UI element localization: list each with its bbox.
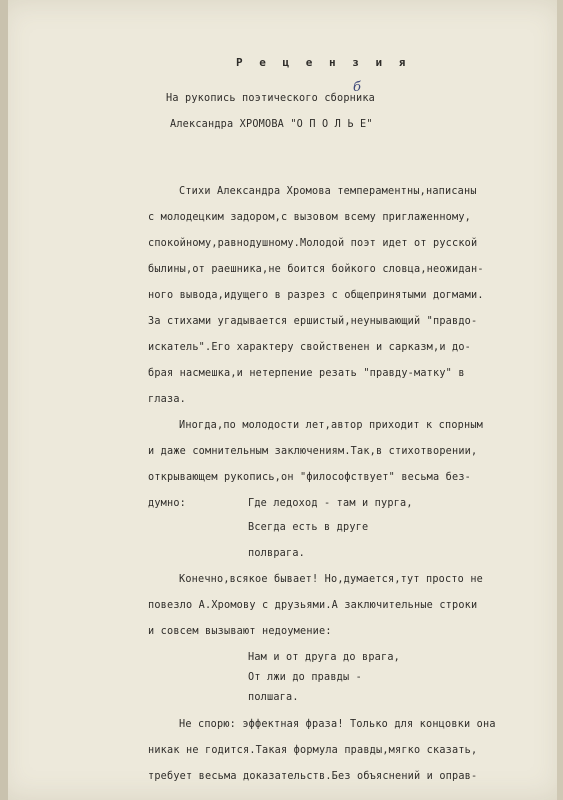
body-line: думно: [148,498,187,509]
poem-line: полврага. [248,548,306,559]
poem-line: Всегда есть в друге [248,522,369,533]
body-line: Стихи Александра Хромова темпераментны,написаны [179,186,477,197]
body-line: глаза. [148,394,187,405]
body-line: ного вывода,идущего в разрез с общепринятыми догмами. [148,290,484,301]
body-line: с молодецким задором,с вызовом всему приглаженному, [148,212,472,223]
poem-line: От лжи до правды - [248,672,363,683]
body-line: Иногда,по молодости лет,автор приходит к спорным [179,420,484,431]
body-line: никак не годится.Такая формула правды,мягко сказать, [148,745,478,756]
page-right-edge [557,0,563,800]
body-line: требует весьма доказательств.Без объяснений и оправ- [148,771,478,782]
body-line: повезло А.Хромову с друзьями.А заключительные строки [148,600,478,611]
body-line: За стихами угадывается ершистый,неунывающий "правдо- [148,316,478,327]
body-line: открывающем рукопись,он "философствует" весьма без- [148,472,472,483]
poem-line: Нам и от друга до врага, [248,652,401,663]
body-line: Конечно,всякое бывает! Но,думается,тут просто не [179,574,484,585]
page-left-edge [0,0,8,800]
body-line: спокойному,равнодушному.Молодой поэт идет от русской [148,238,478,249]
poem-line: Где ледоход - там и пурга, [248,498,413,509]
document-title: Р е ц е н з и я [236,56,411,69]
body-line: и даже сомнительным заключениям.Так,в стихотворении, [148,446,478,457]
body-line: Не спорю: эффектная фраза! Только для концовки она [179,719,496,730]
document-subtitle-line-1: На рукопись поэтического сборника [166,93,376,104]
body-line: и совсем вызывают недоумение: [148,626,332,637]
handwritten-correction: б [353,80,361,95]
document-subtitle-line-2: Александра ХРОМОВА "О П О Л Ь Е" [170,119,373,130]
body-line: былины,от раешника,не боится бойкого словца,неожидан- [148,264,484,275]
poem-line: полшага. [248,692,299,703]
body-line: искатель".Его характеру свойственен и сарказм,и до- [148,342,472,353]
body-line: брая насмешка,и нетерпение резать "правду-матку" в [148,368,465,379]
